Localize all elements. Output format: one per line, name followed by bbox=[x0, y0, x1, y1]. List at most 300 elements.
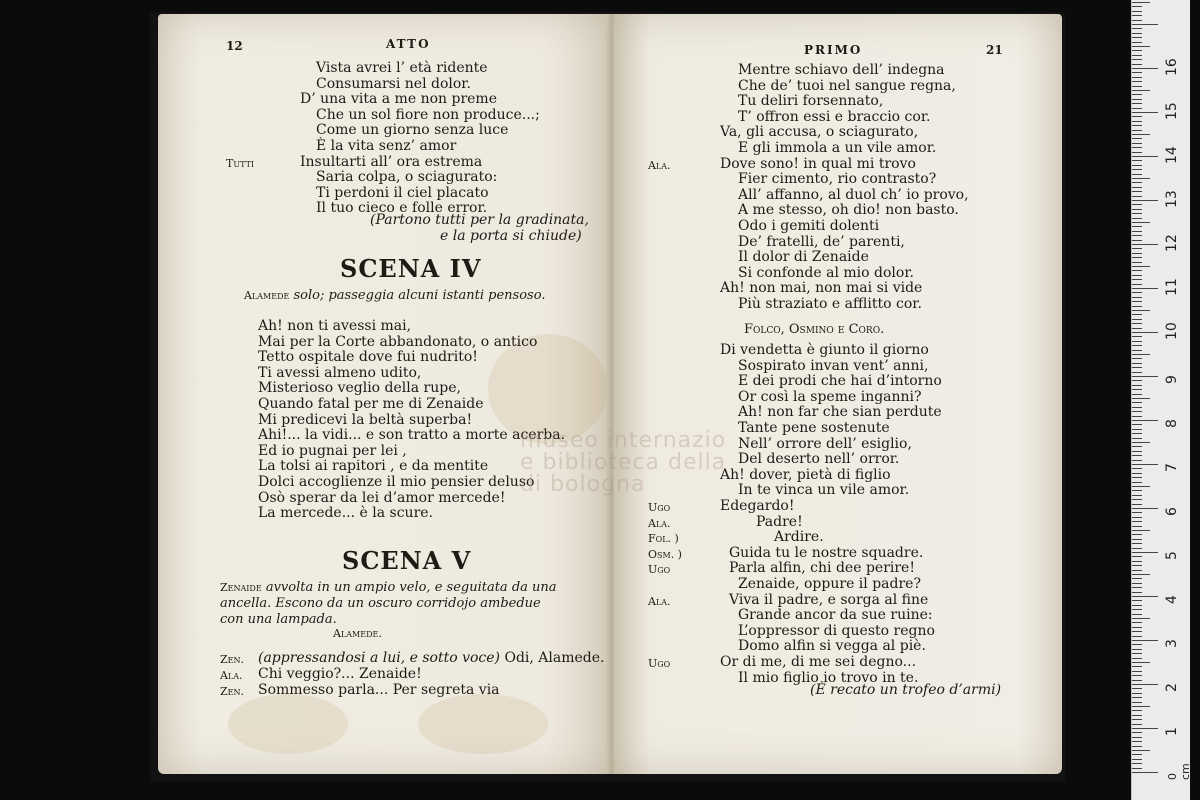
ruler-unit-label: 0 cm bbox=[1166, 763, 1192, 780]
direction-line bbox=[220, 580, 557, 596]
ruler-tick bbox=[1132, 200, 1158, 201]
ruler-tick bbox=[1132, 332, 1158, 333]
direction-text: ancella. Escono da un oscuro corridojo ambedue bbox=[220, 596, 541, 611]
ruler-tick bbox=[1132, 328, 1142, 329]
ruler-tick bbox=[1132, 182, 1142, 183]
right-page bbox=[614, 14, 1062, 774]
verse-line: Tante pene sostenute bbox=[738, 420, 890, 436]
ruler-tick bbox=[1132, 666, 1142, 667]
ruler-tick bbox=[1132, 570, 1142, 571]
verse-line: E gli immola a un vile amor. bbox=[738, 140, 937, 156]
ruler-number: 3 bbox=[1164, 639, 1180, 648]
watermark-line: di bologna bbox=[520, 472, 646, 497]
direction-text: avvolta in un ampio velo, e seguitata da una bbox=[261, 580, 557, 595]
ruler-tick bbox=[1132, 605, 1142, 606]
ruler-tick bbox=[1132, 99, 1142, 100]
ruler-tick bbox=[1132, 438, 1142, 439]
ruler-tick bbox=[1132, 253, 1142, 254]
ruler-tick bbox=[1132, 442, 1150, 443]
verse-line: Padre! bbox=[756, 513, 803, 530]
ruler-tick bbox=[1132, 108, 1142, 109]
direction-line bbox=[220, 596, 541, 612]
verse-line: Va, gli accusa, o sciagurato, bbox=[720, 124, 919, 141]
ruler-tick bbox=[1132, 416, 1142, 417]
chorus-heading: Folco, Osmino e Coro. bbox=[744, 322, 885, 337]
ruler-tick bbox=[1132, 768, 1142, 769]
ruler-tick bbox=[1132, 279, 1142, 280]
ruler-tick bbox=[1132, 574, 1150, 575]
ruler-tick bbox=[1132, 759, 1142, 760]
ruler-tick bbox=[1132, 125, 1142, 126]
ruler-tick bbox=[1132, 152, 1142, 153]
verse-line: Ah! non mai, non mai si vide bbox=[720, 280, 923, 297]
ruler-tick bbox=[1132, 143, 1142, 144]
ruler-tick bbox=[1132, 350, 1142, 351]
ruler-tick bbox=[1132, 407, 1142, 408]
ruler-tick bbox=[1132, 376, 1158, 377]
speaker-label: Tutti bbox=[226, 156, 255, 170]
dialogue-text: Chi veggio?... Zenaide! bbox=[258, 666, 422, 682]
speaker-label: Ugo bbox=[648, 657, 671, 670]
watermark-line: e biblioteca della bbox=[520, 450, 727, 475]
ruler-tick bbox=[1132, 552, 1158, 553]
ruler-tick bbox=[1132, 156, 1158, 157]
ruler-tick bbox=[1132, 521, 1142, 522]
ruler-tick bbox=[1132, 213, 1142, 214]
ruler-tick bbox=[1132, 354, 1150, 355]
ruler-tick bbox=[1132, 297, 1142, 298]
ruler-tick bbox=[1132, 482, 1142, 483]
ruler-tick bbox=[1132, 530, 1150, 531]
verse-line: La mercede... è la scure. bbox=[258, 505, 433, 522]
ruler-tick bbox=[1132, 402, 1142, 403]
ruler-tick bbox=[1132, 90, 1150, 91]
verse-line: Più straziato e afflitto cor. bbox=[738, 296, 922, 312]
verse-line: Vista avrei l’ età ridente bbox=[316, 60, 488, 76]
ruler-number: 11 bbox=[1164, 278, 1180, 296]
verse-line: Nell’ orrore dell’ esiglio, bbox=[738, 435, 912, 452]
measuring-ruler bbox=[1131, 0, 1190, 800]
verse-line: Ti perdoni il ciel placato bbox=[316, 184, 489, 201]
speaker-label: Ugo bbox=[648, 501, 671, 514]
verse-line: Domo alfin si vegga al piè. bbox=[738, 638, 926, 655]
ruler-tick bbox=[1132, 728, 1158, 729]
ruler-tick bbox=[1132, 301, 1142, 302]
ruler-tick bbox=[1132, 372, 1142, 373]
ruler-tick bbox=[1132, 28, 1142, 29]
ruler-tick bbox=[1132, 741, 1142, 742]
verse-line: Il dolor di Zenaide bbox=[738, 249, 869, 266]
verse-line: Edegardo! bbox=[720, 498, 795, 514]
ruler-tick bbox=[1132, 169, 1142, 170]
verse-line: Or così la speme inganni? bbox=[738, 388, 922, 405]
verse-line: In te vinca un vile amor. bbox=[738, 482, 910, 499]
verse-line: Ah! non ti avessi mai, bbox=[258, 318, 412, 334]
ruler-tick bbox=[1132, 385, 1142, 386]
ruler-tick bbox=[1132, 543, 1142, 544]
ruler-tick bbox=[1132, 94, 1142, 95]
ruler-tick bbox=[1132, 688, 1142, 689]
verse-line: L’oppressor di questo regno bbox=[738, 622, 935, 639]
ruler-tick bbox=[1132, 526, 1142, 527]
ruler-tick bbox=[1132, 306, 1142, 307]
ruler-tick bbox=[1132, 345, 1142, 346]
ruler-tick bbox=[1132, 11, 1142, 12]
verse-line: Tetto ospitale dove fui nudrito! bbox=[258, 349, 478, 366]
ruler-tick bbox=[1132, 218, 1142, 219]
ruler-number: 8 bbox=[1164, 419, 1180, 428]
ruler-tick bbox=[1132, 710, 1142, 711]
ruler-tick bbox=[1132, 512, 1142, 513]
ruler-tick bbox=[1132, 323, 1142, 324]
stage-direction: (appressandosi a lui, e sotto voce) bbox=[258, 650, 501, 666]
ruler-tick bbox=[1132, 191, 1142, 192]
ruler-tick bbox=[1132, 671, 1142, 672]
ruler-tick bbox=[1132, 732, 1142, 733]
speaker-label: Fol. ) bbox=[648, 532, 679, 546]
ruler-tick bbox=[1132, 468, 1142, 469]
ruler-tick bbox=[1132, 649, 1142, 650]
verse-line: Che un sol fiore non produce...; bbox=[316, 106, 540, 123]
verse-line: Guida tu le nostre squadre. bbox=[729, 544, 924, 561]
ruler-tick bbox=[1132, 772, 1158, 773]
ruler-tick bbox=[1132, 420, 1158, 421]
verse-line: Tu deliri forsennato, bbox=[738, 93, 884, 110]
ruler-number: 5 bbox=[1164, 551, 1180, 560]
verse-line: Or di me, di me sei degno... bbox=[720, 654, 917, 670]
ruler-tick bbox=[1132, 702, 1142, 703]
ruler-tick bbox=[1132, 754, 1142, 755]
ruler-tick bbox=[1132, 64, 1142, 65]
verse-line: Mentre schiavo dell’ indegna bbox=[738, 62, 945, 78]
ruler-tick bbox=[1132, 288, 1158, 289]
ruler-tick bbox=[1132, 380, 1142, 381]
ruler-tick bbox=[1132, 33, 1142, 34]
ruler-tick bbox=[1132, 662, 1150, 663]
ruler-tick bbox=[1132, 112, 1158, 113]
ruler-tick bbox=[1132, 319, 1142, 320]
verse-line: Sospirato invan vent’ anni, bbox=[738, 357, 929, 374]
ruler-tick bbox=[1132, 46, 1150, 47]
verse-line: Ti avessi almeno udito, bbox=[258, 364, 422, 381]
ruler-tick bbox=[1132, 684, 1158, 685]
ruler-tick bbox=[1132, 24, 1158, 25]
ruler-tick bbox=[1132, 187, 1142, 188]
ruler-number: 2 bbox=[1164, 683, 1180, 692]
verse-line: Osò sperar da lei d’amor mercede! bbox=[258, 489, 506, 506]
verse-line: Mi predicevi la beltà superba! bbox=[258, 411, 473, 428]
ruler-tick bbox=[1132, 244, 1158, 245]
ruler-tick bbox=[1132, 697, 1142, 698]
ruler-tick bbox=[1132, 160, 1142, 161]
verse-line: Dove sono! in qual mi trovo bbox=[720, 155, 916, 172]
ruler-tick bbox=[1132, 165, 1142, 166]
ruler-tick bbox=[1132, 262, 1142, 263]
ruler-tick bbox=[1132, 556, 1142, 557]
character-name: Alamede bbox=[244, 289, 290, 302]
running-head-left: ATTO bbox=[386, 37, 431, 51]
ruler-tick bbox=[1132, 600, 1142, 601]
ruler-number: 10 bbox=[1164, 322, 1180, 340]
ruler-tick bbox=[1132, 477, 1142, 478]
verse-line: T’ offron essi e braccio cor. bbox=[738, 108, 931, 125]
ruler-tick bbox=[1132, 596, 1158, 597]
ruler-tick bbox=[1132, 270, 1142, 271]
ruler-tick bbox=[1132, 59, 1142, 60]
ruler-tick bbox=[1132, 653, 1142, 654]
ruler-tick bbox=[1132, 266, 1150, 267]
ruler-tick bbox=[1132, 636, 1142, 637]
ruler-tick bbox=[1132, 631, 1142, 632]
character-name: Alamede. bbox=[333, 627, 382, 640]
water-stain bbox=[418, 694, 548, 754]
ruler-tick bbox=[1132, 81, 1142, 82]
verse-line: Insultarti all’ ora estrema bbox=[300, 153, 483, 170]
verse-line: È la vita senz’ amor bbox=[316, 138, 457, 154]
direction-text: solo; passeggia alcuni istanti pensoso. bbox=[289, 288, 546, 303]
ruler-tick bbox=[1132, 398, 1150, 399]
ruler-tick bbox=[1132, 86, 1142, 87]
ruler-tick bbox=[1132, 240, 1142, 241]
ruler-tick bbox=[1132, 147, 1142, 148]
ruler-tick bbox=[1132, 121, 1142, 122]
verse-line: Del deserto nell’ orror. bbox=[738, 451, 900, 468]
verse-line: Ahi!... la vidi... e son tratto a morte acerba. bbox=[258, 427, 566, 444]
verse-line: Che de’ tuoi nel sangue regna, bbox=[738, 77, 956, 94]
direction-text: con una lampada. bbox=[220, 612, 337, 627]
speaker-label: Ala. bbox=[220, 669, 243, 682]
ruler-tick bbox=[1132, 719, 1142, 720]
ruler-tick bbox=[1132, 116, 1142, 117]
ruler-tick bbox=[1132, 618, 1150, 619]
ruler-tick bbox=[1132, 499, 1142, 500]
ruler-tick bbox=[1132, 455, 1142, 456]
speaker-label: Ala. bbox=[648, 158, 671, 172]
verse-line: Ed io pugnai per lei , bbox=[258, 442, 407, 459]
ruler-tick bbox=[1132, 578, 1142, 579]
speaker-label: Zen. bbox=[220, 685, 244, 698]
speaker-label: Osm. ) bbox=[648, 547, 682, 561]
ruler-tick bbox=[1132, 77, 1142, 78]
stage-direction: (Partono tutti per la gradinata, bbox=[370, 212, 589, 228]
ruler-tick bbox=[1132, 196, 1142, 197]
ruler-tick bbox=[1132, 446, 1142, 447]
verse-line: Odo i gemiti dolenti bbox=[738, 218, 880, 234]
stage-direction: (È recato un trofeo d’armi) bbox=[810, 682, 1002, 698]
speaker-label: Ala. bbox=[648, 594, 671, 608]
ruler-number: 6 bbox=[1164, 507, 1180, 516]
ruler-tick bbox=[1132, 2, 1150, 3]
ruler-number: 4 bbox=[1164, 595, 1180, 604]
ruler-tick bbox=[1132, 55, 1142, 56]
ruler-tick bbox=[1132, 6, 1142, 7]
dialogue-line bbox=[258, 666, 422, 682]
ruler-tick bbox=[1132, 226, 1142, 227]
ruler-number: 1 bbox=[1164, 727, 1180, 736]
ruler-tick bbox=[1132, 292, 1142, 293]
verse-line: Si confonde al mio dolor. bbox=[738, 264, 914, 281]
verse-line: All’ affanno, al duol ch’ io provo, bbox=[738, 186, 969, 203]
ruler-number: 15 bbox=[1164, 102, 1180, 120]
ruler-tick bbox=[1132, 486, 1150, 487]
ruler-tick bbox=[1132, 68, 1158, 69]
ruler-tick bbox=[1132, 627, 1142, 628]
ruler-tick bbox=[1132, 534, 1142, 535]
page-number-left: 12 bbox=[226, 39, 243, 53]
verse-line: Grande ancor da sue ruine: bbox=[738, 607, 933, 624]
ruler-tick bbox=[1132, 746, 1142, 747]
ruler-tick bbox=[1132, 614, 1142, 615]
verse-line: Come un giorno senza luce bbox=[316, 122, 509, 139]
verse-line: Viva il padre, e sorga al fine bbox=[729, 591, 929, 608]
ruler-tick bbox=[1132, 508, 1158, 509]
ruler-tick bbox=[1132, 451, 1142, 452]
ruler-tick bbox=[1132, 644, 1142, 645]
ruler-tick bbox=[1132, 750, 1150, 751]
page-number-right: 21 bbox=[986, 43, 1003, 57]
scene-heading-v: SCENA V bbox=[342, 546, 472, 575]
ruler-number: 14 bbox=[1164, 146, 1180, 164]
left-page bbox=[158, 14, 610, 774]
ruler-tick bbox=[1132, 539, 1142, 540]
ruler-tick bbox=[1132, 231, 1142, 232]
ruler-tick bbox=[1132, 411, 1142, 412]
dialogue-text: Odi, Alamede. bbox=[500, 650, 605, 666]
ruler-tick bbox=[1132, 174, 1142, 175]
ruler-tick bbox=[1132, 275, 1142, 276]
verse-line: Il tuo cieco e folle error. bbox=[316, 200, 488, 217]
ruler-tick bbox=[1132, 473, 1142, 474]
ruler-tick bbox=[1132, 464, 1158, 465]
ruler-number: 13 bbox=[1164, 190, 1180, 208]
ruler-tick bbox=[1132, 138, 1142, 139]
ruler-tick bbox=[1132, 314, 1142, 315]
ruler-tick bbox=[1132, 715, 1142, 716]
ruler-tick bbox=[1132, 50, 1142, 51]
verse-line: Parla alfin, chi dee perire! bbox=[729, 560, 915, 577]
scene-iv-direction bbox=[244, 288, 545, 304]
ruler-tick bbox=[1132, 680, 1142, 681]
ruler-tick bbox=[1132, 565, 1142, 566]
speaker-label: Ugo bbox=[648, 563, 671, 577]
ruler-tick bbox=[1132, 394, 1142, 395]
ruler-tick bbox=[1132, 248, 1142, 249]
verse-line: Misterioso veglio della rupe, bbox=[258, 380, 461, 397]
ruler-tick bbox=[1132, 490, 1142, 491]
ruler-tick bbox=[1132, 640, 1158, 641]
ruler-tick bbox=[1132, 134, 1150, 135]
ruler-tick bbox=[1132, 609, 1142, 610]
ruler-tick bbox=[1132, 548, 1142, 549]
verse-line: A me stesso, oh dio! non basto. bbox=[738, 202, 959, 219]
ruler-tick bbox=[1132, 504, 1142, 505]
ruler-number: 12 bbox=[1164, 234, 1180, 252]
ruler-tick bbox=[1132, 389, 1142, 390]
verse-line: Ardire. bbox=[774, 529, 824, 546]
verse-line: Dolci accoglienze il mio pensier deluso bbox=[258, 474, 535, 490]
ruler-tick bbox=[1132, 204, 1142, 205]
verse-line: Quando fatal per me di Zenaide bbox=[258, 396, 484, 412]
ruler-tick bbox=[1132, 460, 1142, 461]
ruler-tick bbox=[1132, 222, 1150, 223]
verse-line: Zenaide, oppure il padre? bbox=[738, 576, 921, 592]
ruler-tick bbox=[1132, 341, 1142, 342]
ruler-tick bbox=[1132, 37, 1142, 38]
dialogue-line bbox=[258, 650, 605, 666]
ruler-tick bbox=[1132, 587, 1142, 588]
verse-line: Ah! non far che sian perdute bbox=[738, 404, 942, 421]
verse-line: Consumarsi nel dolor. bbox=[316, 75, 471, 92]
ruler-tick bbox=[1132, 517, 1142, 518]
ruler-tick bbox=[1132, 763, 1142, 764]
ruler-tick bbox=[1132, 367, 1142, 368]
ruler-tick bbox=[1132, 675, 1142, 676]
water-stain bbox=[228, 694, 348, 754]
ruler-tick bbox=[1132, 130, 1142, 131]
verse-line: Il mio figlio io trovo in te. bbox=[738, 669, 919, 686]
ruler-tick bbox=[1132, 103, 1142, 104]
ruler-tick bbox=[1132, 658, 1142, 659]
ruler-tick bbox=[1132, 42, 1142, 43]
stage-direction: e la porta si chiude) bbox=[440, 228, 582, 244]
scene-heading-iv: SCENA IV bbox=[340, 254, 482, 283]
character-name: Zenaide bbox=[220, 581, 262, 594]
ruler-tick bbox=[1132, 257, 1142, 258]
ruler-tick bbox=[1132, 209, 1142, 210]
ruler-tick bbox=[1132, 592, 1142, 593]
ruler-tick bbox=[1132, 424, 1142, 425]
verse-line: Mai per la Corte abbandonato, o antico bbox=[258, 333, 538, 350]
ruler-tick bbox=[1132, 72, 1142, 73]
ruler-tick bbox=[1132, 495, 1142, 496]
verse-line: La tolsi ai rapitori , e da mentite bbox=[258, 458, 489, 475]
ruler-number: 16 bbox=[1164, 58, 1180, 76]
verse-line: Ah! dover, pietà di figlio bbox=[720, 466, 891, 483]
verse-line: Di vendetta è giunto il giorno bbox=[720, 342, 929, 358]
speaker-label: Ala. bbox=[648, 516, 671, 530]
ruler-tick bbox=[1132, 561, 1142, 562]
verse-line: D’ una vita a me non preme bbox=[300, 91, 497, 108]
ruler-tick bbox=[1132, 20, 1142, 21]
direction-line bbox=[220, 612, 337, 628]
ruler-tick bbox=[1132, 737, 1142, 738]
ruler-tick bbox=[1132, 358, 1142, 359]
ruler-number: 7 bbox=[1164, 463, 1180, 472]
ruler-tick bbox=[1132, 178, 1150, 179]
ruler-tick bbox=[1132, 622, 1142, 623]
ruler-tick bbox=[1132, 336, 1142, 337]
running-head-right: PRIMO bbox=[804, 43, 863, 57]
verse-line: E dei prodi che hai d’intorno bbox=[738, 373, 942, 390]
library-watermark bbox=[520, 430, 760, 496]
watermark-line: museo internazio bbox=[520, 428, 727, 453]
dialogue-line bbox=[258, 682, 500, 698]
ruler-tick bbox=[1132, 284, 1142, 285]
dialogue-text: Sommesso parla... Per segreta via bbox=[258, 682, 500, 698]
verse-line: De’ fratelli, de’ parenti, bbox=[738, 233, 905, 250]
ruler-number: 9 bbox=[1164, 375, 1180, 384]
verse-line: Saria colpa, o sciagurato: bbox=[316, 169, 498, 186]
ruler-tick bbox=[1132, 363, 1142, 364]
ruler-tick bbox=[1132, 310, 1150, 311]
ruler-tick bbox=[1132, 724, 1142, 725]
ruler-tick bbox=[1132, 235, 1142, 236]
ruler-tick bbox=[1132, 693, 1142, 694]
ruler-tick bbox=[1132, 429, 1142, 430]
speaker-label: Zen. bbox=[220, 653, 244, 666]
ruler-tick bbox=[1132, 706, 1150, 707]
ruler-tick bbox=[1132, 15, 1142, 16]
